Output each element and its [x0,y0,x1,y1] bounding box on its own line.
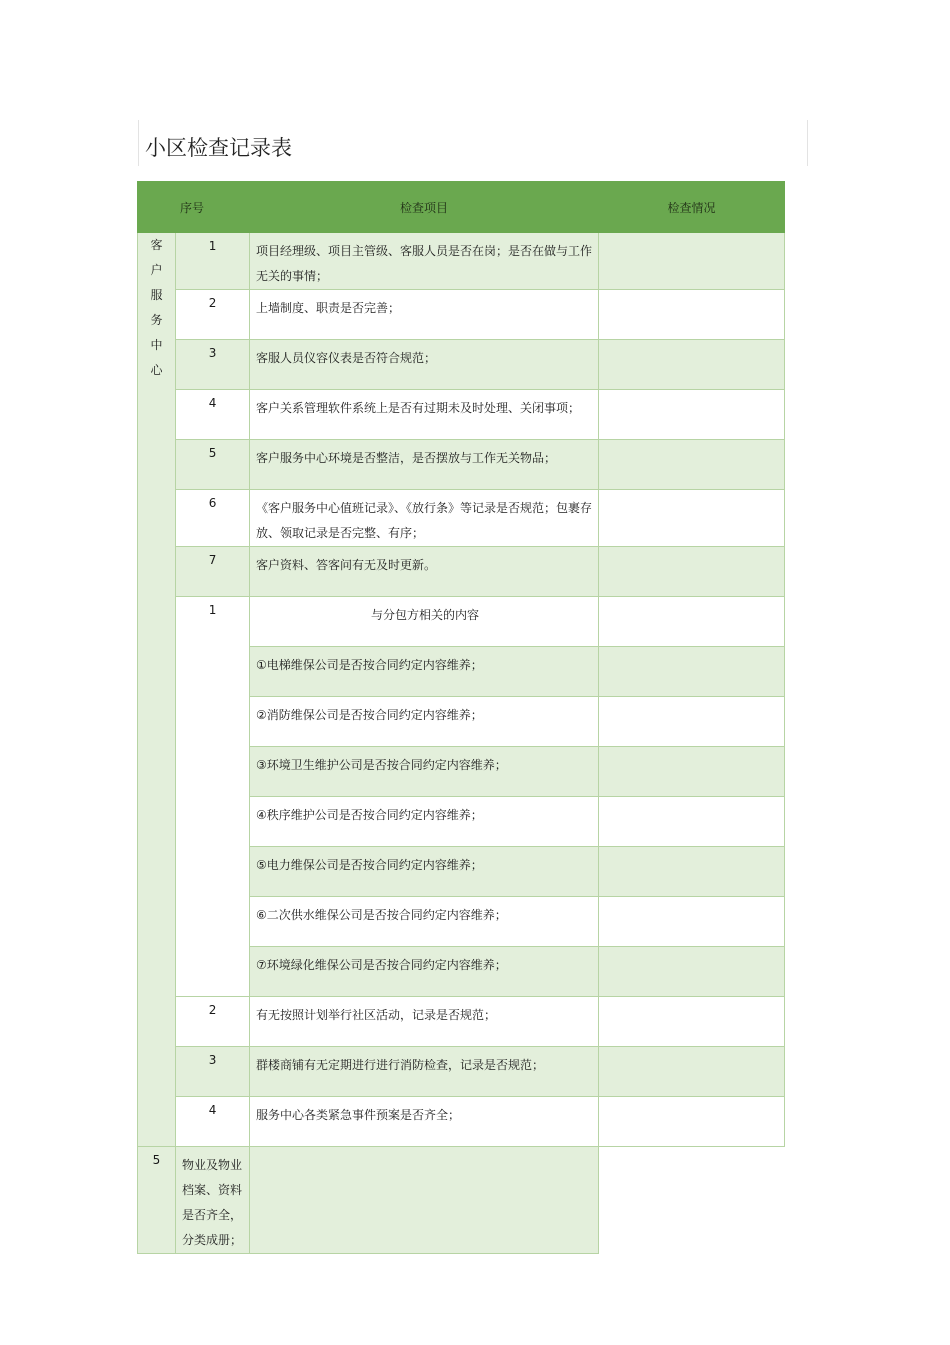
inspection-table [137,181,785,1254]
row-item: 客户关系管理软件系统上是否有过期未及时处理、关闭事项； [250,390,599,440]
table-header-row [138,182,785,233]
table-row [138,340,785,390]
category-char: 心 [150,363,163,377]
page-title: 小区检查记录表 [145,136,292,160]
table-row [138,290,785,340]
row-item: 客户服务中心环境是否整洁，是否摆放与工作无关物品； [250,440,599,490]
row-seq: 5 [138,1147,176,1254]
row-item: 上墙制度、职责是否完善； [250,290,599,340]
row-seq: 4 [176,1097,250,1147]
row-seq: 6 [176,490,250,547]
table-row [138,1047,785,1097]
category-char: 户 [150,263,163,277]
row-status-input[interactable] [599,490,785,547]
category-char: 服 [150,288,163,302]
row-item: ⑥二次供水维保公司是否按合同约定内容维养； [250,897,599,947]
row-item: ⑦环境绿化维保公司是否按合同约定内容维养； [250,947,599,997]
table-row [138,233,785,290]
title-box [138,120,808,166]
table-row [138,440,785,490]
header-seq: 序号 [138,182,250,233]
row-status-input[interactable] [599,597,785,647]
row-status-input[interactable] [599,697,785,747]
row-seq: 3 [176,340,250,390]
table-row [138,490,785,547]
row-item: 群楼商铺有无定期进行进行消防检查，记录是否规范； [250,1047,599,1097]
row-status-input[interactable] [599,290,785,340]
row-status-input[interactable] [599,897,785,947]
category-cell [138,233,176,1147]
table-row [138,390,785,440]
row-status-input[interactable] [599,847,785,897]
row-status-input[interactable] [599,947,785,997]
row-item: 物业及物业档案、资料是否齐全，分类成册； [176,1147,250,1254]
row-item: 客服人员仪容仪表是否符合规范； [250,340,599,390]
row-item: 有无按照计划举行社区活动，记录是否规范； [250,997,599,1047]
row-seq: 3 [176,1047,250,1097]
row-seq: 5 [176,440,250,490]
row-status-input[interactable] [599,647,785,697]
row-seq: 1 [176,233,250,290]
row-item: ②消防维保公司是否按合同约定内容维养； [250,697,599,747]
table-row [138,1097,785,1147]
row-status-input[interactable] [599,440,785,490]
row-seq: 4 [176,390,250,440]
row-status-input[interactable] [599,233,785,290]
table-row [138,597,785,647]
row-status-input[interactable] [599,1047,785,1097]
row-item: 项目经理级、项目主管级、客服人员是否在岗；是否在做与工作无关的事情； [250,233,599,290]
row-item: 客户资料、答客问有无及时更新。 [250,547,599,597]
row-item: ①电梯维保公司是否按合同约定内容维养； [250,647,599,697]
row-item: ③环境卫生维护公司是否按合同约定内容维养； [250,747,599,797]
category-char: 客 [150,238,163,252]
category-char: 务 [150,313,163,327]
table-row [138,547,785,597]
row-item: 《客户服务中心值班记录》、《放行条》等记录是否规范；包裹存放、领取记录是否完整、有序； [250,490,599,547]
category-char: 中 [150,338,163,352]
row-seq: 1 [176,597,250,997]
row-item: ④秩序维护公司是否按合同约定内容维养； [250,797,599,847]
row-seq: 2 [176,290,250,340]
row-status-input[interactable] [599,1097,785,1147]
row-status-input[interactable] [250,1147,599,1254]
row-status-input[interactable] [599,797,785,847]
group-heading: 与分包方相关的内容 [250,597,599,647]
row-status-input[interactable] [599,390,785,440]
row-seq: 7 [176,547,250,597]
table-row [138,997,785,1047]
row-item: ⑤电力维保公司是否按合同约定内容维养； [250,847,599,897]
header-status: 检查情况 [599,182,785,233]
row-status-input[interactable] [599,997,785,1047]
header-item: 检查项目 [250,182,599,233]
row-status-input[interactable] [599,547,785,597]
row-seq: 2 [176,997,250,1047]
row-status-input[interactable] [599,747,785,797]
row-status-input[interactable] [599,340,785,390]
row-item: 服务中心各类紧急事件预案是否齐全； [250,1097,599,1147]
table-row [138,1147,785,1254]
